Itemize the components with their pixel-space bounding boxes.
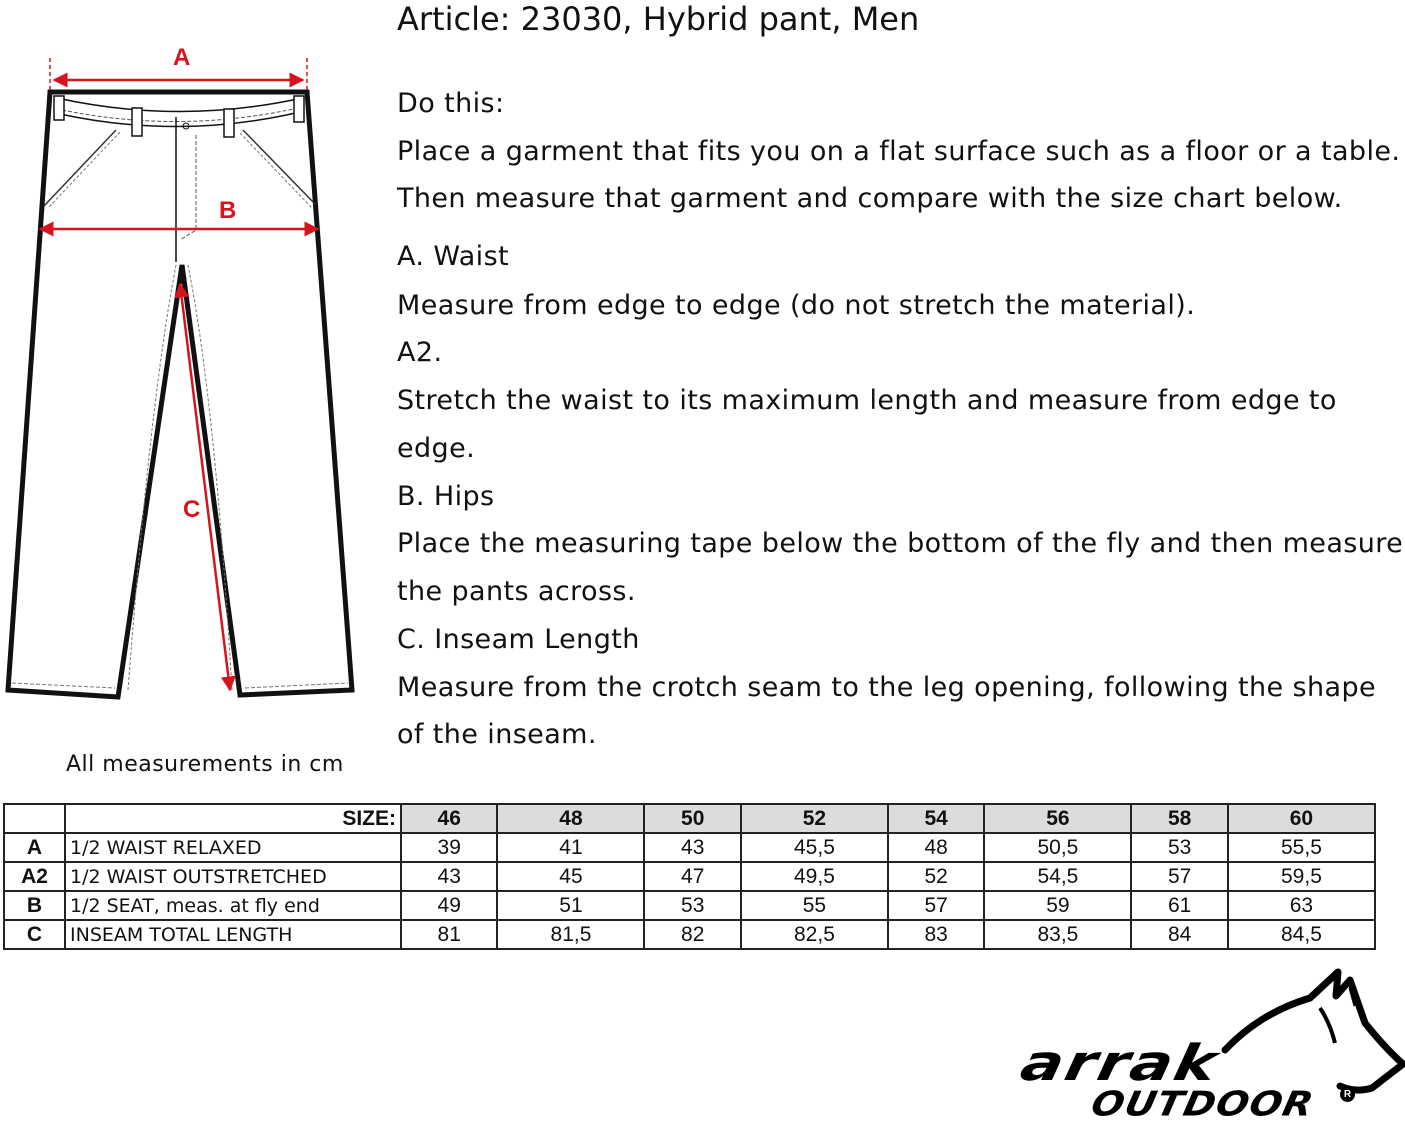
cell: 41 [497,833,644,862]
cell: 47 [644,862,740,891]
cell: 53 [1131,833,1227,862]
table-row-seat [4,891,1375,920]
instructions-intro-1: Place a garment that fits you on a flat surface such as a floor or a table. [397,136,1401,167]
size-header-row [4,804,1375,833]
table-row-waist-relaxed [4,833,1375,862]
cell: 82 [644,920,740,949]
row-code: A [4,833,65,862]
row-code: A2 [4,862,65,891]
row-label: INSEAM TOTAL LENGTH [65,920,401,949]
row-code: C [4,920,65,949]
section-a2-text-1: Stretch the waist to its maximum length and measure from edge to [397,385,1337,416]
brand-name: arrak [1015,1033,1225,1092]
size-46: 46 [401,804,497,833]
size-60: 60 [1228,804,1375,833]
row-label: 1/2 SEAT, meas. at fly end [65,891,401,920]
cell: 39 [401,833,497,862]
cell: 81 [401,920,497,949]
section-hips-text-1: Place the measuring tape below the bottom of the fly and then measure [397,528,1404,559]
section-hips-text-2: the pants across. [397,576,636,607]
cell: 57 [888,891,984,920]
article-title: Article: 23030, Hybrid pant, Men [397,0,920,38]
cell: 53 [644,891,740,920]
size-48: 48 [497,804,644,833]
dimension-label-a: A [173,44,191,71]
cell: 83 [888,920,984,949]
size-label: SIZE: [65,804,401,833]
section-waist-label: A. Waist [397,241,510,272]
units-note: All measurements in cm [66,752,344,777]
cell: 81,5 [497,920,644,949]
cell: 43 [401,862,497,891]
size-54: 54 [888,804,984,833]
size-50: 50 [644,804,740,833]
cell: 52 [888,862,984,891]
section-a2-label: A2. [397,337,443,368]
dimension-label-b: B [219,197,237,224]
cell: 55,5 [1228,833,1375,862]
row-code: B [4,891,65,920]
dimension-label-c: C [183,496,201,523]
cell: 84,5 [1228,920,1375,949]
row-label: 1/2 WAIST RELAXED [65,833,401,862]
cell: 63 [1228,891,1375,920]
cell: 59 [984,891,1131,920]
brand-subname: OUTDOOR [1087,1084,1318,1124]
brand-logo [1015,968,1405,1126]
size-chart-table [3,803,1376,950]
cell: 54,5 [984,862,1131,891]
section-inseam-text-1: Measure from the crotch seam to the leg opening, following the shape [397,672,1376,703]
instructions-intro-2: Then measure that garment and compare with the size chart below. [397,183,1343,214]
instructions-heading: Do this: [397,88,505,119]
cell: 49,5 [741,862,888,891]
table-row-inseam [4,920,1375,949]
cell: 82,5 [741,920,888,949]
cell: 51 [497,891,644,920]
pants-diagram [0,40,360,720]
cell: 43 [644,833,740,862]
section-waist-text: Measure from edge to edge (do not stretch the material). [397,290,1196,321]
section-inseam-text-2: of the inseam. [397,719,597,750]
cell: 45 [497,862,644,891]
table-row-waist-outstretched [4,862,1375,891]
cell: 61 [1131,891,1227,920]
section-hips-label: B. Hips [397,481,495,512]
cell: 57 [1131,862,1227,891]
section-a2-text-2: edge. [397,433,476,464]
cell: 59,5 [1228,862,1375,891]
size-52: 52 [741,804,888,833]
cell: 48 [888,833,984,862]
size-58: 58 [1131,804,1227,833]
cell: 55 [741,891,888,920]
row-label: 1/2 WAIST OUTSTRETCHED [65,862,401,891]
header-blank-cell [4,804,65,833]
cell: 45,5 [741,833,888,862]
cell: 84 [1131,920,1227,949]
size-56: 56 [984,804,1131,833]
registered-mark: R [1340,1087,1355,1102]
cell: 83,5 [984,920,1131,949]
section-inseam-label: C. Inseam Length [397,624,640,655]
cell: 50,5 [984,833,1131,862]
cell: 49 [401,891,497,920]
